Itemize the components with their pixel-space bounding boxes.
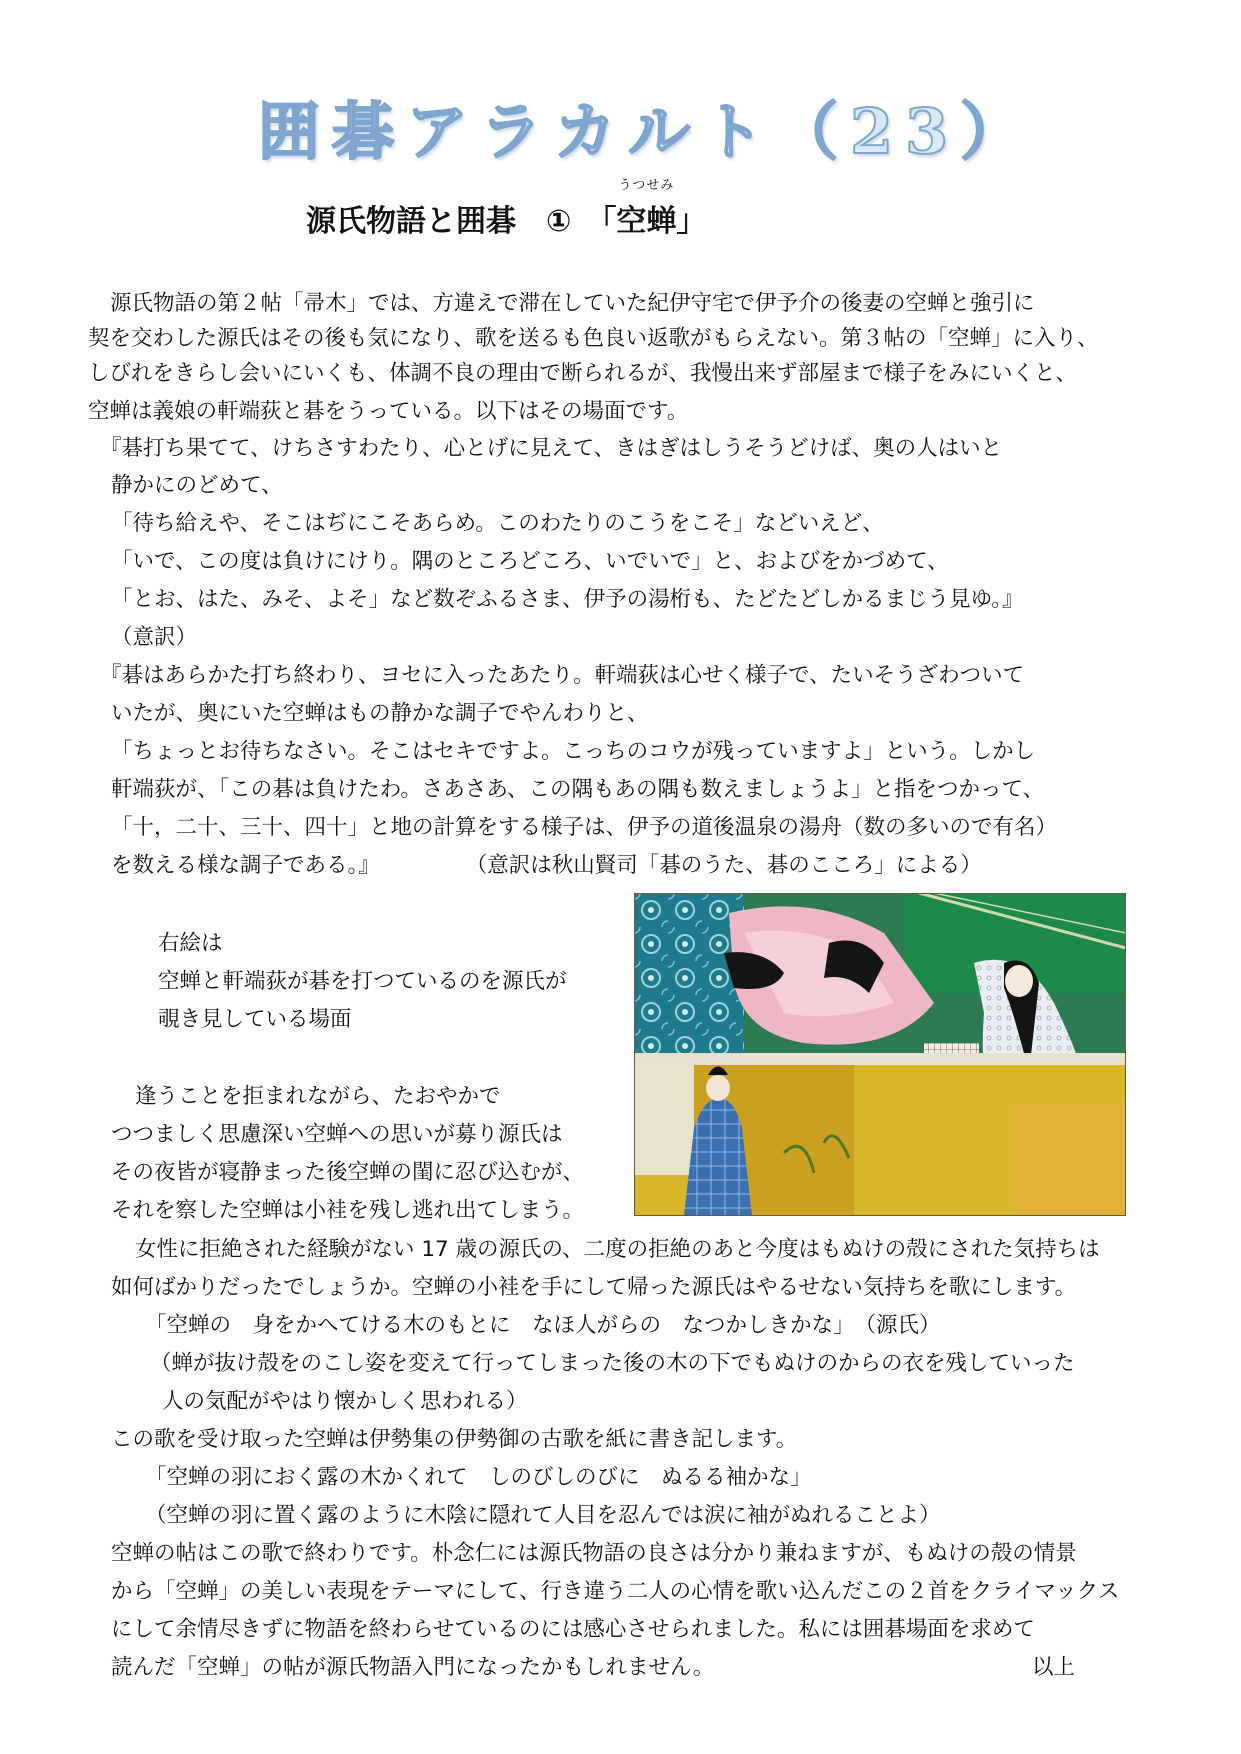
body-line: 空蝉の帖はこの歌で終わりです。朴念仁には源氏物語の良さは分かり兼ねますが、もぬけの殻の情景 xyxy=(111,1541,1077,1566)
quote-line: 「待ち給えや、そこはぢにこそあらめ。このわたりのこうをこそ」などいえど、 xyxy=(111,511,884,536)
poem-line: 「空蝉の 身をかへてける木のもとに なほ人がらの なつかしきかな」 （源氏） xyxy=(145,1313,941,1338)
subtitle-close-bracket: 」 xyxy=(676,204,707,239)
subtitle xyxy=(306,178,707,246)
subtitle-open-bracket: 「 xyxy=(601,204,617,239)
translation-line: いたが、奥にいた空蝉はもの静かな調子でやんわりと、 xyxy=(111,701,649,726)
body-line: それを察した空蝉は小袿を残し逃れ出てしまう。 xyxy=(111,1198,585,1223)
closing-text: 以上 xyxy=(1032,1655,1076,1680)
body-line: 逢うことを拒まれながら、たおやかで xyxy=(135,1084,501,1109)
translation-line: 「十，二十、三十、四十」と地の計算をする様子は、伊予の道後温泉の湯舟（数の多いので有名） xyxy=(111,815,1058,840)
quote-line: 「とお、はた、みそ、よそ」など数ぞふるさま、伊予の湯桁も、たどたどしかるまじう見ゆ。』 xyxy=(111,587,1024,612)
body-line: 如何ばかりだったでしょうか。空蝉の小袿を手にして帰った源氏はやるせない気持ちを歌にします。 xyxy=(111,1275,1077,1300)
poem-translation-line: （空蝉の羽に置く露のように木陰に隠れて人目を忍んでは涙に袖がぬれることよ） xyxy=(145,1503,941,1528)
body-line: その夜皆が寝静まった後空蝉の閨に忍び込むが、 xyxy=(111,1160,585,1185)
body-line: から「空蝉」の美しい表現をテーマにして、行き違う二人の心情を歌い込んだこの２首をクライマックス xyxy=(111,1579,1120,1604)
translation-line: 『碁はあらかた打ち終わり、ヨセに入ったあたり。軒端荻は心せく様子で、たいそうざわついて xyxy=(100,663,1025,688)
translation-line: 「ちょっとお待ちなさい。そこはセキですよ。こっちのコウが残っていますよ」という。しかし xyxy=(111,739,1036,764)
body-line: 源氏物語の第２帖「帚木」では、方違えで滞在していた紀伊守宅で伊予介の後妻の空蝉と強引に xyxy=(110,291,1035,316)
poem-translation-line: （蝉が抜け殻をのこし姿を変えて行ってしまった後の木の下でもぬけのからの衣を残していった xyxy=(150,1351,1075,1376)
genji-illustration xyxy=(634,893,1126,1216)
subtitle-ruby-text: うつせみ xyxy=(618,178,675,193)
translation-line: 軒端荻が、「この碁は負けたわ。さあさあ、この隅もあの隅も数えましょうよ」と指をつかって、 xyxy=(111,777,1045,802)
body-line: 空蝉は義娘の軒端荻と碁をうっている。以下はその場面です。 xyxy=(88,399,689,424)
body-line: 女性に拒絶された経験がない 17 歳の源氏の、二度の拒絶のあと今度はもぬけの殻にされた気持ちは xyxy=(135,1237,1100,1262)
subtitle-main-ruby xyxy=(616,178,677,240)
body-line: 契を交わした源氏はその後も気になり、歌を送るも色良い返歌がもらえない。第３帖の「空蝉」に入り、 xyxy=(88,326,1099,351)
translation-line: を数える様な調子である。』 （意訳は秋山賢司「碁のうた、碁のこころ」による） xyxy=(111,853,982,878)
body-line: つつましく思慮深い空蝉への思いが募り源氏は xyxy=(111,1122,563,1147)
subtitle-main-text: 空蝉 xyxy=(616,204,677,239)
poem-translation-line: 人の気配がやはり懐かしく思われる） xyxy=(162,1389,528,1414)
image-caption-line: 覗き見している場面 xyxy=(158,1007,352,1032)
quote-line: 「いで、この度は負けにけり。隅のところどころ、いでいで」と、およびをかづめて、 xyxy=(111,549,949,574)
body-line: しびれをきらし会いにいくも、体調不良の理由で断られるが、我慢出来ず部屋まで様子をみにいくと、 xyxy=(88,361,1078,386)
body-line: この歌を受け取った空蝉は伊勢集の伊勢御の古歌を紙に書き記します。 xyxy=(111,1427,798,1452)
image-caption-line: 空蝉と軒端荻が碁を打つているのを源氏が xyxy=(158,969,567,994)
quote-line: 静かにのどめて、 xyxy=(111,473,283,498)
page-title: 囲碁アラカルト（23） xyxy=(258,95,1035,168)
poem-line: 「空蝉の羽におく露の木かくれて しのびしのびに ぬるる袖かな」 xyxy=(145,1465,812,1490)
image-caption-line: 右絵は xyxy=(158,931,223,956)
body-line: 読んだ「空蝉」の帖が源氏物語入門になったかもしれません。 xyxy=(111,1655,715,1680)
subtitle-prefix: 源氏物語と囲碁 ① xyxy=(306,204,602,239)
quote-line: 『碁打ち果てて、けちさすわたり、心とげに見えて、きはぎはしうそうどけば、奥の人はいと xyxy=(100,436,1003,461)
translation-label: （意訳） xyxy=(111,625,198,650)
body-line: にして余情尽きずに物語を終わらせているのには感心させられました。私には囲碁場面を求めて xyxy=(111,1617,1035,1642)
